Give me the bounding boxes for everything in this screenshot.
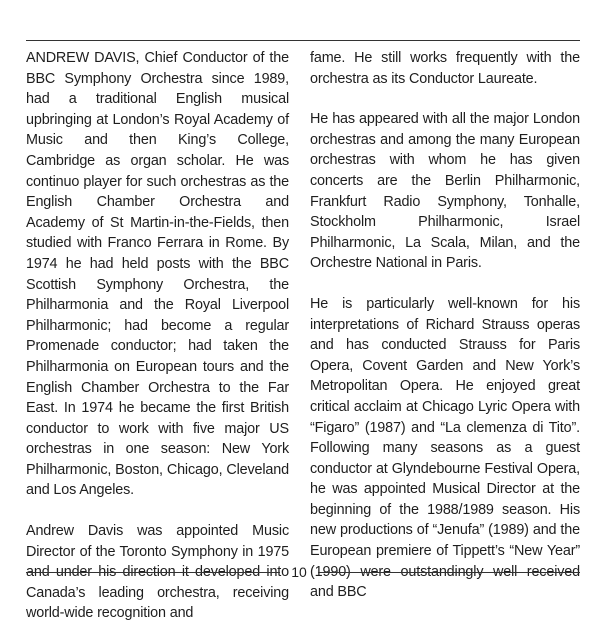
right-column [310, 48, 580, 623]
footer-rule-left [26, 572, 280, 573]
paragraph-toronto: Andrew Davis was appointed Music Director of the Toronto Symphony in 1975 and under his direction it developed into Canada’s leading orchestra, receiving world-wide recognition and [26, 523, 289, 622]
top-rule [26, 40, 580, 41]
paragraph-orchestras: He has appeared with all the major London orchestras and among the many European orchestras with whom he has given concerts are the Berlin Philharmonic, Frankfurt Radio Symphony, Tonhalle, Stockholm Philharmonic, Israel Philharmonic, La Scala, Milan, and the Orchestre National in Paris. [310, 111, 580, 272]
footer-rule-right [318, 572, 580, 573]
paragraph-biography-intro: ANDREW DAVIS, Chief Conductor of the BBC Symphony Orchestra since 1989, had a traditional English musical upbringing at London’s Royal Academy of Music and then King’s College, Cambridge as organ scholar. He was continuo player for such orchestras as the English Chamber Orchestra and Academy of St Martin-in-the-Fields, then studied with Franco Ferrara in Rome. By 1974 he had held posts with the BBC Scottish Symphony Orchestra, the Philharmonia and the Royal Liverpool Philharmonic; had become a regular Promenade conductor; had taken the Philharmonia on European tours and the English Chamber Orchestra to the Far East. In 1974 he became the first British conductor to work with five major US orchestras in one season: New York Philharmonic, Boston, Chicago, Cleveland and Los Angeles. [26, 50, 289, 499]
page-number: 10 [291, 564, 307, 580]
paragraph-opera: He is particularly well-known for his interpretations of Richard Strauss operas and has conducted Strauss for Paris Opera, Covent Garden and New York’s Metropolitan Opera. He enjoyed great critical acclaim at Chicago Lyric Opera with “Figaro” (1987) and “La clemenza di Tito”. Following many seasons as a guest conductor at Glyndebourne Festival Opera, he was appointed Musical Director at the beginning of the 1988/1989 season. His new productions of “Jenufa” (1989) and the European premiere of Tippett’s “New Year” (1990) were outstandingly well received and BBC [310, 295, 580, 601]
left-column [26, 48, 289, 644]
paragraph-conductor-laureate: fame. He still works frequently with the orchestra as its Conductor Laureate. [310, 50, 580, 87]
page-footer [0, 562, 600, 582]
